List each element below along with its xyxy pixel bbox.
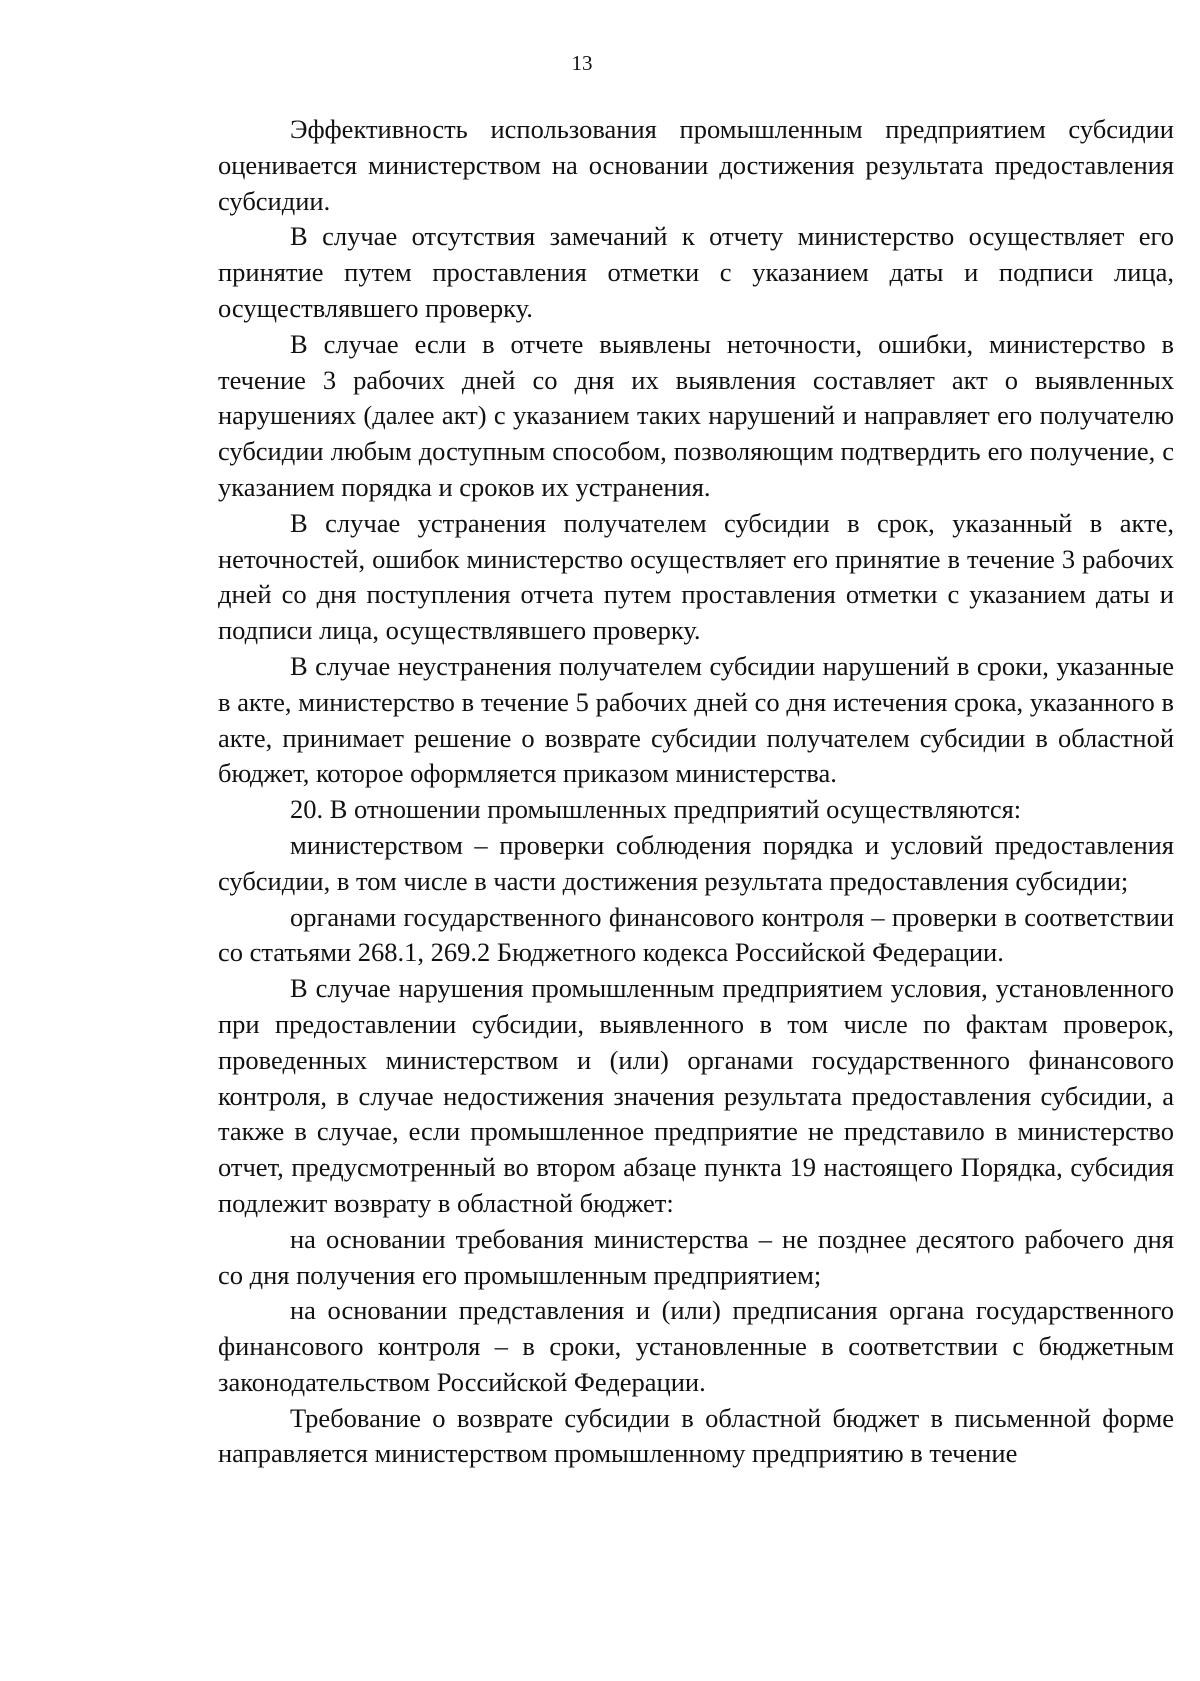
document-body: [218, 112, 1174, 1472]
paragraph-financial-control-checks: органами государственного финансового контроля – проверки в соответствии со статьями 268.1, 269.2 Бюджетного кодекса Российской Федерации.: [218, 901, 1174, 968]
paragraph-violation-return: В случае нарушения промышленным предприятием условия, установленного при предоставлении субсидии, выявленного в том числе по фактам проверок, проведенных министерством и (или) органами государственного финансового контроля, в случае недостижения значения результата предоставления субсидии, а также в случае, если промышленное предприятие не представило в министерство отчет, предусмотренный во втором абзаце пункта 19 настоящего Порядка, субсидия подлежит возврату в областной бюджет:: [218, 973, 1174, 1218]
paragraph-no-remarks: В случае отсутствия замечаний к отчету министерство осуществляет его принятие путем проставления отметки с указанием даты и подписи лица, осуществлявшего проверку.: [218, 221, 1174, 323]
paragraph-written-requirement: Требование о возврате субсидии в областной бюджет в письменной форме направляется министерством промышленному предприятию в течение: [218, 1402, 1174, 1469]
paragraph-control-prescription: на основании представления и (или) предписания органа государственного финансового контроля – в сроки, установленные в соответствии с бюджетным законодательством Российской Федерации.: [218, 1295, 1174, 1397]
paragraph-inaccuracies-fixed: В случае устранения получателем субсидии в срок, указанный в акте, неточностей, ошибок министерство осуществляет его принятие в течение 3 рабочих дней со дня поступления отчета путем проставления отметки с указанием даты и подписи лица, осуществлявшего проверку.: [218, 507, 1174, 646]
paragraph-ministry-requirement: на основании требования министерства – не позднее десятого рабочего дня со дня получения его промышленным предприятием;: [218, 1223, 1174, 1290]
paragraph-ministry-checks: министерством – проверки соблюдения порядка и условий предоставления субсидии, в том числе в части достижения результата предоставления субсидии;: [218, 829, 1174, 896]
paragraph-item-20: 20. В отношении промышленных предприятий осуществляются:: [290, 794, 1022, 825]
paragraph-effectiveness: Эффективность использования промышленным предприятием субсидии оценивается министерством на основании достижения результата предоставления субсидии.: [218, 114, 1174, 216]
paragraph-inaccuracies-found: В случае если в отчете выявлены неточности, ошибки, министерство в течение 3 рабочих дней со дня их выявления составляет акт о выявленных нарушениях (далее акт) с указанием таких нарушений и направляет его получателю субсидии любым доступным способом, позволяющим подтвердить его получение, с указанием порядка и сроков их устранения.: [218, 328, 1174, 502]
paragraph-violations-not-fixed: В случае неустранения получателем субсидии нарушений в сроки, указанные в акте, министерство в течение 5 рабочих дней со дня истечения срока, указанного в акте, принимает решение о возврате субсидии получателем субсидии в областной бюджет, которое оформляется приказом министерства.: [218, 650, 1174, 789]
page-number: 13: [571, 51, 593, 75]
